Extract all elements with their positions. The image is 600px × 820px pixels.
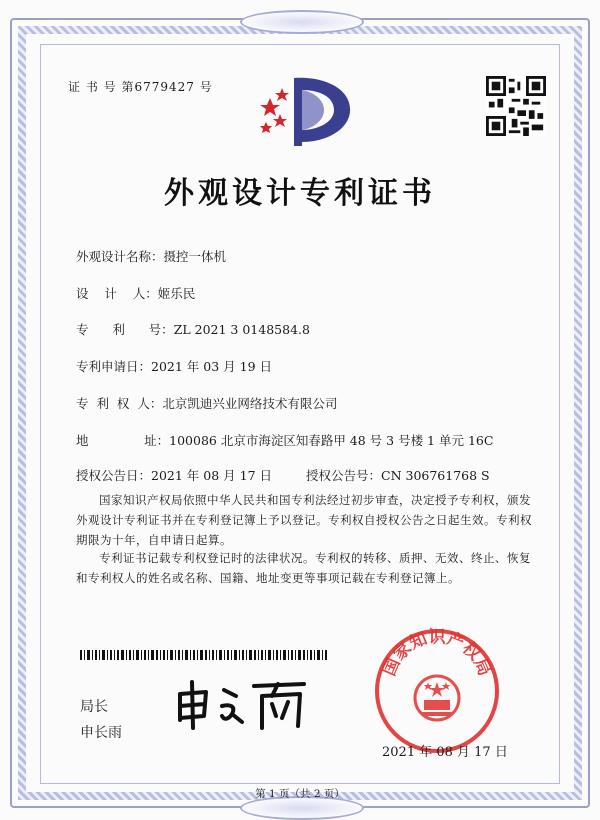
designer-row <box>76 284 195 302</box>
grant-number-label: 授权公告号： <box>306 468 382 483</box>
design-name-row <box>76 247 226 265</box>
address-label: 地 址： <box>76 433 170 448</box>
grant-statement-paragraph: 国家知识产权局依照中华人民共和国专利法经过初步审查，决定授予专利权，颁发外观设计专利证书并在专利登记簿上予以登记。专利权自授权公告之日起生效。专利权期限为十年，自申请日起算。 <box>76 493 532 547</box>
filing-date-value: 2021 年 03 月 19 日 <box>151 359 273 374</box>
designer-value: 姬乐民 <box>157 286 196 301</box>
qr-code-icon <box>486 76 546 136</box>
filing-date-label: 专利申请日： <box>76 359 152 374</box>
address-value: 100086 北京市海淀区知春路甲 48 号 3 号楼 1 单元 16C <box>169 433 494 448</box>
grant-date-label: 授权公告日： <box>76 468 152 483</box>
official-seal-icon <box>372 626 502 756</box>
patentee-value: 北京凯迪兴业网络技术有限公司 <box>162 396 338 411</box>
grant-number-row <box>306 466 490 484</box>
grant-number-value: CN 306761768 S <box>381 468 490 483</box>
design-name-value: 摄控一体机 <box>163 249 227 264</box>
address-row <box>76 431 493 449</box>
design-name-label: 外观设计名称： <box>76 249 164 264</box>
svg-text:国家知识产权局 <box>379 628 494 679</box>
certificate-number: 证 书 号 第6779427 号 <box>68 80 213 94</box>
grant-date-row <box>76 466 272 484</box>
page-footer: 第 1 页（共 2 页） <box>255 788 345 800</box>
patent-number-value: ZL 2021 3 0148584.8 <box>173 322 310 337</box>
patentee-row <box>76 394 337 412</box>
grant-date-value: 2021 年 08 月 17 日 <box>151 468 273 483</box>
patentee-label: 专 利 权 人： <box>76 396 163 411</box>
top-ornament <box>240 10 364 34</box>
legal-status-paragraph: 专利证书记载专利权登记时的法律状况。专利权的转移、质押、无效、终止、恢复和专利权人的姓名或名称、国籍、地址变更等事项记载在专利登记簿上。 <box>76 551 531 585</box>
filing-date-row <box>76 357 272 375</box>
barcode-icon <box>80 650 330 660</box>
director-signature-icon <box>172 676 312 732</box>
designer-label: 设 计 人： <box>76 286 158 301</box>
seal-date: 2021 年 08 月 17 日 <box>382 745 508 760</box>
director-name: 申长雨 <box>80 725 122 741</box>
director-title: 局长 <box>80 699 108 715</box>
certificate-title: 外观设计专利证书 <box>164 176 436 211</box>
patent-number-label: 专 利 号： <box>76 322 174 337</box>
patent-number-row <box>76 320 310 338</box>
cnipa-logo-icon <box>256 70 356 150</box>
seal-text: 国家知识产权局 <box>379 627 495 679</box>
